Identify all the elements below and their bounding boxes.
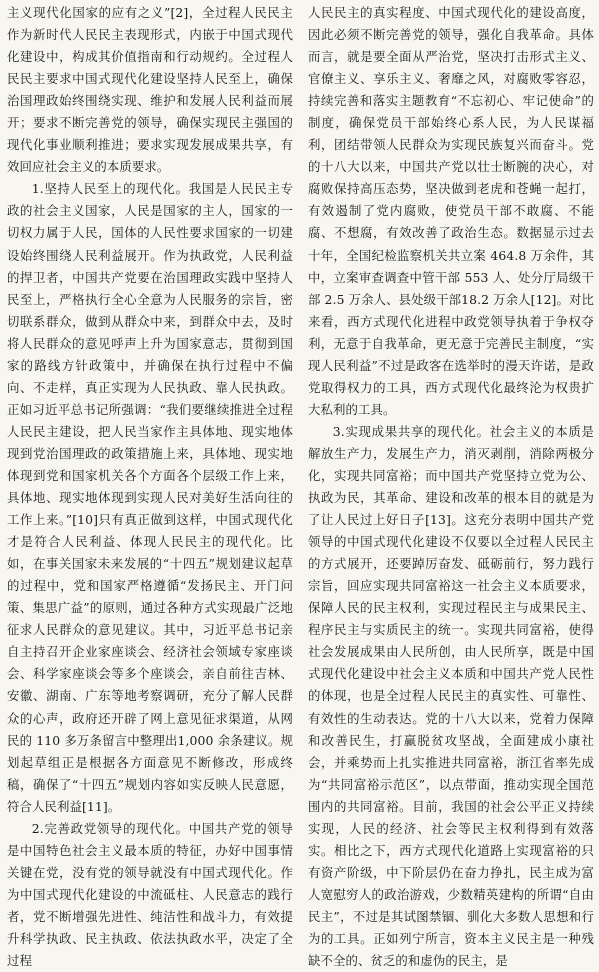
paragraph-people-first: 1.坚持人民至上的现代化。我国是人民民主专政的社会主义国家，人民是国家的主人，国家的一切权力属于人民，国体的人民性要求国家的一切建设始终围绕人民利益展开。作为执政党，人民利益的捍卫者，中国共产党要在治国理政实践中坚持人民至上，严格执行全心全意为人民服务的宗旨，密切联系群众，做到从群众中来，到群众中去，及时将人民群众的意见呼声上升为国家意志，贯彻到国家的路线方针政策中，并确保在执行过程中不偏向、不走样，真正实现为人民执政、靠人民执政。正如习近平总书记所强调：“我们要继续推进全过程人民民主建设，把人民当家作主具体地、现实地体现到党治国理政的政策措施上来，具体地、现实地体现到党和国家机关各个方面各个层级工作上来，具体地、现实地体现到实现人民对美好生活向往的工作上来。”[10]只有真正做到这样，中国式现代化才是符合人民利益、体现人民民主的现代化。比如，在事关国家未来发展的“十四五”规划建议起草的过程中，党和国家严格遵循“发扬民主、开门问策、集思广益”的原则，通过各种方式实现最广泛地征求人民群众的意见建议。其中，习近平总书记亲自主持召开企业家座谈会、经济社会领域专家座谈会、科学家座谈会等多个座谈会，亲自前往吉林、安徽、湖南、广东等地考察调研，充分了解人民群众的心声，政府还开辟了网上意见征求渠道，从网民的 110 多万条留言中整理出1,000 余条建议。规划起草组正是根据各方面意见不断修改，形成终稿，确保了“十四五”规划内容如实反映人民意愿，符合人民利益[11]。 <box>7 181 293 814</box>
paragraph-intro-continued: 主义现代化国家的应有之义”[2]，全过程人民民主作为新时代人民民主表现形式，内嵌于中国式现代化建设中，构成其价值指南和行动规约。全过程人民民主要求中国式现代化建设坚持人民至上，确保治国理政始终围绕实现、维护和发展人民利益而展开；要求不断完善党的领导，确保实现民主强国的现代化事业顺利推进；要求实现发展成果共享，有效回应社会主义的本质要求。 <box>7 5 293 175</box>
paragraph-party-leadership-continued: 人民民主的真实程度、中国式现代化的建设高度，因此必须不断完善党的领导，强化自我革命。具体而言，就是要全面从严治党，坚决打击形式主义、官僚主义、享乐主义、奢靡之风，对腐败零容忍，持续完善和落实主题教育“不忘初心、牢记使命”的制度，确保党员干部始终心系人民，为人民谋福利，团结带领人民群众为实现民族复兴而奋斗。党的十八大以来，中国共产党以壮士断腕的决心，对腐败保持高压态势，坚决做到老虎和苍蝇一起打，有效遏制了党内腐败，使党员干部不敢腐、不能腐、不想腐，有效改善了政治生态。数据显示过去十年，全国纪检监察机关共立案 464.8 万余件，其中，立案审查调查中管干部 553 人、处分厅局级干部 2.5 万余人、县处级干部18.2 万余人[12]。对比来看，西方式现代化进程中政党领导执着于争权夺利，无意于自我革命，更无意于完善民主制度，“实现人民利益”不过是政客在选举时的漫天许诺，是政党取得权力的工具，西方式现代化最终沦为权贵扩大私利的工具。 <box>308 5 594 417</box>
paragraph-party-leadership: 2.完善政党领导的现代化。中国共产党的领导是中国特色社会主义最本质的特征，办好中国事情关键在党，没有党的领导就没有中国式现代化。作为中国式现代化建设的中流砥柱、人民意志的践行者，党不断增强先进性、纯洁性和战斗力，有效提升科学执政、民主执政、依法执政水平，决定了全过程 <box>7 820 293 969</box>
paragraph-shared-achievements: 3.实现成果共享的现代化。社会主义的本质是解放生产力，发展生产力，消灭剥削，消除两极分化，实现共同富裕；而中国共产党坚持立党为公、执政为民，其革命、建设和改革的根本目的就是为了让人民过上好日子[13]。这充分表明中国共产党领导的中国式现代化建设不仅要以全过程人民民主的方式展开，还要踔厉奋发、砥砺前行，努力践行宗旨，回应实现共同富裕这一社会主义本质要求，保障人民的民主权利，实现过程民主与成果民主、程序民主与实质民主的统一。实现共同富裕，使得社会发展成果由人民所创，由人民所享，既是中国式现代化建设中社会主义本质和中国共产党人民性的体现，也是全过程人民民主的真实性、可靠性、有效性的生动表达。党的十八大以来，党着力保障和改善民生，打赢脱贫攻坚战，全面建成小康社会，并乘势而上扎实推进共同富裕，浙江省率先成为“共同富裕示范区”，以点带面，推动实现全国范围内的共同富裕。目前，我国的社会公平正义持续实现，人民的经济、社会等民主权利得到有效落实。相比之下，西方式现代化道路上实现富裕的只有资产阶级，中下阶层仍在奋力挣扎，民主成为富人宽慰穷人的政治游戏，少数精英建构的所谓“自由民主”，不过是其试图禁锢、驯化大多数人思想和行为的工具。正如列宁所言，资本主义民主是一种残缺不全的、贫乏的和虚伪的民主，是 <box>308 423 594 969</box>
